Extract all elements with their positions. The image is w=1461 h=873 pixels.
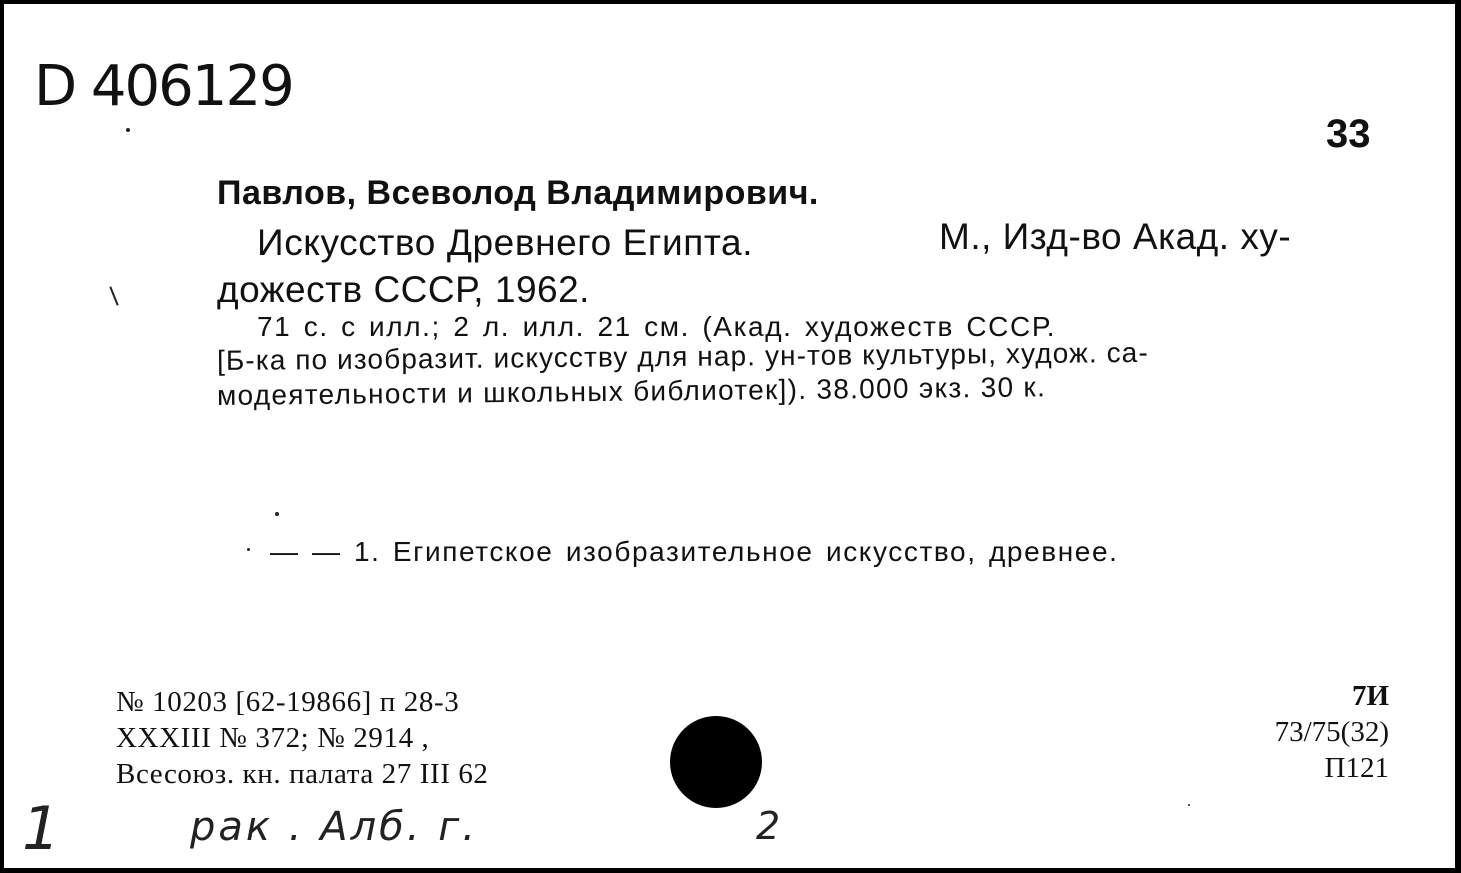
imprint-line-3: Всесоюз. кн. палата 27 III 62 [116, 758, 489, 790]
classification-code: 7И [1351, 680, 1389, 712]
publication-line: дожеств СССР, 1962. [217, 269, 590, 310]
publisher-line: М., Изд-во Акад. ху- [939, 216, 1292, 257]
card-number: 33 [1326, 112, 1371, 156]
imprint-line-1: № 10203 [62-19866] п 28-3 [116, 686, 460, 718]
call-number: D 406129 [34, 54, 293, 119]
punch-hole [670, 716, 762, 808]
author-mark: П121 [1324, 752, 1389, 784]
handwritten-number-left: 1 [22, 794, 61, 864]
author-heading: Павлов, Всеволод Владимирович. [217, 174, 819, 212]
imprint-line-2: XXXIII № 372; № 2914 , [116, 722, 430, 754]
description-line-1: 71 с. с илл.; 2 л. илл. 21 см. (Акад. художеств СССР. [257, 311, 1057, 342]
book-title: Искусство Древнего Египта. [257, 222, 754, 263]
catalog-card [4, 4, 1455, 868]
speck [1188, 804, 1190, 806]
description-line-2: [Б-ка по изобразит. искусству для нар. ун-тов культуры, худож. са- [216, 336, 1149, 376]
classification-index: 73/75(32) [1274, 716, 1389, 748]
speck [275, 512, 279, 516]
description-line-3: модеятельности и школьных библиотек]). 38.000 экз. 30 к. [216, 371, 1047, 411]
speck [247, 548, 250, 551]
handwritten-note: рак . Алб. г. [190, 804, 478, 850]
handwritten-number-bottom: 2 [756, 804, 781, 848]
classification-block [1275, 678, 1389, 786]
margin-mark [109, 286, 118, 305]
subject-heading: — — 1. Египетское изобразительное искусство, древнее. [270, 536, 1119, 567]
speck [126, 128, 130, 132]
